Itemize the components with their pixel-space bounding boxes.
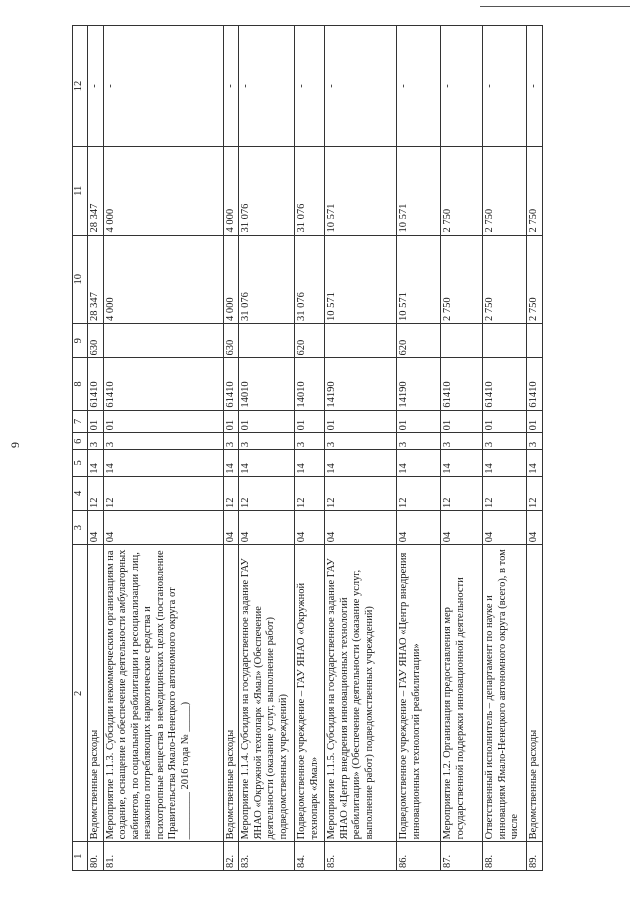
- cell-col-5: 14: [397, 450, 441, 477]
- row-number: 89.: [527, 842, 543, 871]
- header-row: [73, 26, 88, 871]
- cell-col-4: 12: [397, 476, 441, 510]
- cell-col-4: 12: [441, 476, 483, 510]
- cell-col-12: -: [325, 26, 397, 147]
- cell-col-11: 4 000: [103, 147, 223, 235]
- cell-col-7: 01: [103, 410, 223, 433]
- cell-col-6: 3: [483, 433, 527, 450]
- cell-col-6: 3: [223, 433, 239, 450]
- cell-col-12: -: [103, 26, 223, 147]
- cell-col-7: 01: [295, 410, 325, 433]
- table-row: [239, 26, 295, 871]
- cell-col-4: 12: [527, 476, 543, 510]
- row-description: Ведомственные расходы: [223, 545, 239, 842]
- cell-col-5: 14: [295, 450, 325, 477]
- cell-col-12: -: [397, 26, 441, 147]
- cell-col-9: [325, 323, 397, 357]
- column-header-1: 1: [73, 842, 88, 871]
- row-number: 84.: [295, 842, 325, 871]
- cell-col-8: 61410: [223, 358, 239, 410]
- cell-col-11: 31 076: [295, 147, 325, 235]
- cell-col-12: -: [483, 26, 527, 147]
- column-header-5: 5: [73, 450, 88, 477]
- cell-col-5: 14: [325, 450, 397, 477]
- column-header-7: 7: [73, 410, 88, 433]
- cell-col-3: 04: [239, 510, 295, 544]
- column-header-2: 2: [73, 545, 88, 842]
- cell-col-3: 04: [397, 510, 441, 544]
- row-description: Подведомственное учреждение – ГАУ ЯНАО «Центр внедрения инновационных технологий реабилитации»: [397, 545, 441, 842]
- cell-col-5: 14: [239, 450, 295, 477]
- cell-col-6: 3: [527, 433, 543, 450]
- cell-col-3: 04: [88, 510, 104, 544]
- cell-col-7: 01: [239, 410, 295, 433]
- cell-col-12: -: [223, 26, 239, 147]
- cell-col-11: 31 076: [239, 147, 295, 235]
- cell-col-9: [103, 323, 223, 357]
- cell-col-5: 14: [527, 450, 543, 477]
- cell-col-3: 04: [223, 510, 239, 544]
- cell-col-3: 04: [441, 510, 483, 544]
- cell-col-8: 61410: [88, 358, 104, 410]
- cell-col-11: 2 750: [441, 147, 483, 235]
- cell-col-6: 3: [397, 433, 441, 450]
- table-row: [325, 26, 397, 871]
- cell-col-10: 31 076: [239, 235, 295, 323]
- cell-col-7: 01: [88, 410, 104, 433]
- cell-col-6: 3: [239, 433, 295, 450]
- budget-table: [72, 25, 543, 871]
- row-number: 85.: [325, 842, 397, 871]
- cell-col-10: 2 750: [441, 235, 483, 323]
- cell-col-11: 28 347: [88, 147, 104, 235]
- column-header-6: 6: [73, 433, 88, 450]
- cell-col-6: 3: [325, 433, 397, 450]
- cell-col-4: 12: [325, 476, 397, 510]
- column-header-10: 10: [73, 235, 88, 323]
- row-number: 87.: [441, 842, 483, 871]
- cell-col-10: 4 000: [103, 235, 223, 323]
- cell-col-7: 01: [223, 410, 239, 433]
- cell-col-11: 4 000: [223, 147, 239, 235]
- cell-col-10: 4 000: [223, 235, 239, 323]
- row-description: Мероприятие 1.1.3. Субсидии некоммерческим организациям на создание, оснащение и обеспечение деятельности амбулаторных кабинетов, по социальной реабилитации и ресоциализации лиц, незаконно потребляющих наркотические средства и психотропные вещества в немедицинских целях (постановление Правительства Ямало-Ненецкого автономного округа от _________ 2016 года № _____): [103, 545, 223, 842]
- cell-col-12: -: [239, 26, 295, 147]
- cell-col-10: 2 750: [527, 235, 543, 323]
- cell-col-5: 14: [223, 450, 239, 477]
- column-header-12: 12: [73, 26, 88, 147]
- cell-col-3: 04: [295, 510, 325, 544]
- cell-col-6: 3: [103, 433, 223, 450]
- cell-col-3: 04: [103, 510, 223, 544]
- cell-col-9: [527, 323, 543, 357]
- page-number: 9: [8, 442, 22, 448]
- cell-col-5: 14: [441, 450, 483, 477]
- cell-col-8: 14190: [397, 358, 441, 410]
- cell-col-4: 12: [239, 476, 295, 510]
- row-description: Ведомственные расходы: [527, 545, 543, 842]
- cell-col-9: 630: [88, 323, 104, 357]
- cell-col-12: -: [295, 26, 325, 147]
- cell-col-9: 620: [295, 323, 325, 357]
- table-body: [73, 26, 543, 871]
- cell-col-3: 04: [483, 510, 527, 544]
- table-row: [441, 26, 483, 871]
- table-row: [223, 26, 239, 871]
- table-row: [527, 26, 543, 871]
- row-number: 82.: [223, 842, 239, 871]
- cell-col-11: 10 571: [325, 147, 397, 235]
- row-description: Подведомственное учреждение – ГАУ ЯНАО «Окружной технопарк «Ямал»: [295, 545, 325, 842]
- cell-col-8: 14190: [325, 358, 397, 410]
- row-number: 88.: [483, 842, 527, 871]
- cell-col-8: 61410: [441, 358, 483, 410]
- row-description: Мероприятие 1.1.4. Субсидия на государственное задание ГАУ ЯНАО «Окружной технопарк «Ямал» (Обеспечение деятельности (оказание услуг, выполнение работ) подведомственных учреждений): [239, 545, 295, 842]
- cell-col-9: [483, 323, 527, 357]
- cell-col-4: 12: [483, 476, 527, 510]
- cell-col-9: 620: [397, 323, 441, 357]
- cell-col-10: 28 347: [88, 235, 104, 323]
- cell-col-11: 2 750: [527, 147, 543, 235]
- column-header-8: 8: [73, 358, 88, 410]
- cell-col-10: 10 571: [325, 235, 397, 323]
- row-description: Ответственный исполнитель – департамент по науке и инновациям Ямало-Ненецкого автономного округа (всего), в том числе: [483, 545, 527, 842]
- row-description: Мероприятие 1.1.5. Субсидия на государственное задание ГАУ ЯНАО «Центр внедрения инновационных технологий реабилитации» (Обеспечение деятельности (оказание услуг, выполнение работ) подведомственных учреждений): [325, 545, 397, 842]
- row-number: 81.: [103, 842, 223, 871]
- cell-col-11: 2 750: [483, 147, 527, 235]
- cell-col-9: 630: [223, 323, 239, 357]
- cell-col-11: 10 571: [397, 147, 441, 235]
- cell-col-8: 61410: [483, 358, 527, 410]
- cell-col-3: 04: [325, 510, 397, 544]
- row-description: Мероприятие 1.2. Организация предоставления мер государственной поддержки инновационной деятельности: [441, 545, 483, 842]
- cell-col-10: 10 571: [397, 235, 441, 323]
- table-row: [397, 26, 441, 871]
- cell-col-12: -: [527, 26, 543, 147]
- table-row: [483, 26, 527, 871]
- cell-col-7: 01: [325, 410, 397, 433]
- cell-col-7: 01: [483, 410, 527, 433]
- cell-col-12: -: [441, 26, 483, 147]
- cell-col-8: 14010: [239, 358, 295, 410]
- cell-col-4: 12: [223, 476, 239, 510]
- cell-col-4: 12: [295, 476, 325, 510]
- cell-col-10: 2 750: [483, 235, 527, 323]
- cell-col-5: 14: [103, 450, 223, 477]
- cell-col-5: 14: [483, 450, 527, 477]
- cell-col-7: 01: [441, 410, 483, 433]
- cell-col-7: 01: [397, 410, 441, 433]
- table-row: [295, 26, 325, 871]
- column-header-9: 9: [73, 323, 88, 357]
- row-number: 86.: [397, 842, 441, 871]
- column-header-4: 4: [73, 476, 88, 510]
- cell-col-12: -: [88, 26, 104, 147]
- top-rule: [480, 6, 630, 7]
- cell-col-7: 01: [527, 410, 543, 433]
- cell-col-9: [239, 323, 295, 357]
- cell-col-8: 14010: [295, 358, 325, 410]
- cell-col-10: 31 076: [295, 235, 325, 323]
- table-row: [88, 26, 104, 871]
- cell-col-5: 14: [88, 450, 104, 477]
- cell-col-6: 3: [441, 433, 483, 450]
- cell-col-3: 04: [527, 510, 543, 544]
- row-number: 83.: [239, 842, 295, 871]
- cell-col-4: 12: [103, 476, 223, 510]
- row-number: 80.: [88, 842, 104, 871]
- table-row: [103, 26, 223, 871]
- row-description: Ведомственные расходы: [88, 545, 104, 842]
- cell-col-9: [441, 323, 483, 357]
- cell-col-8: 61410: [527, 358, 543, 410]
- cell-col-8: 61410: [103, 358, 223, 410]
- cell-col-4: 12: [88, 476, 104, 510]
- column-header-11: 11: [73, 147, 88, 235]
- column-header-3: 3: [73, 510, 88, 544]
- cell-col-6: 3: [295, 433, 325, 450]
- cell-col-6: 3: [88, 433, 104, 450]
